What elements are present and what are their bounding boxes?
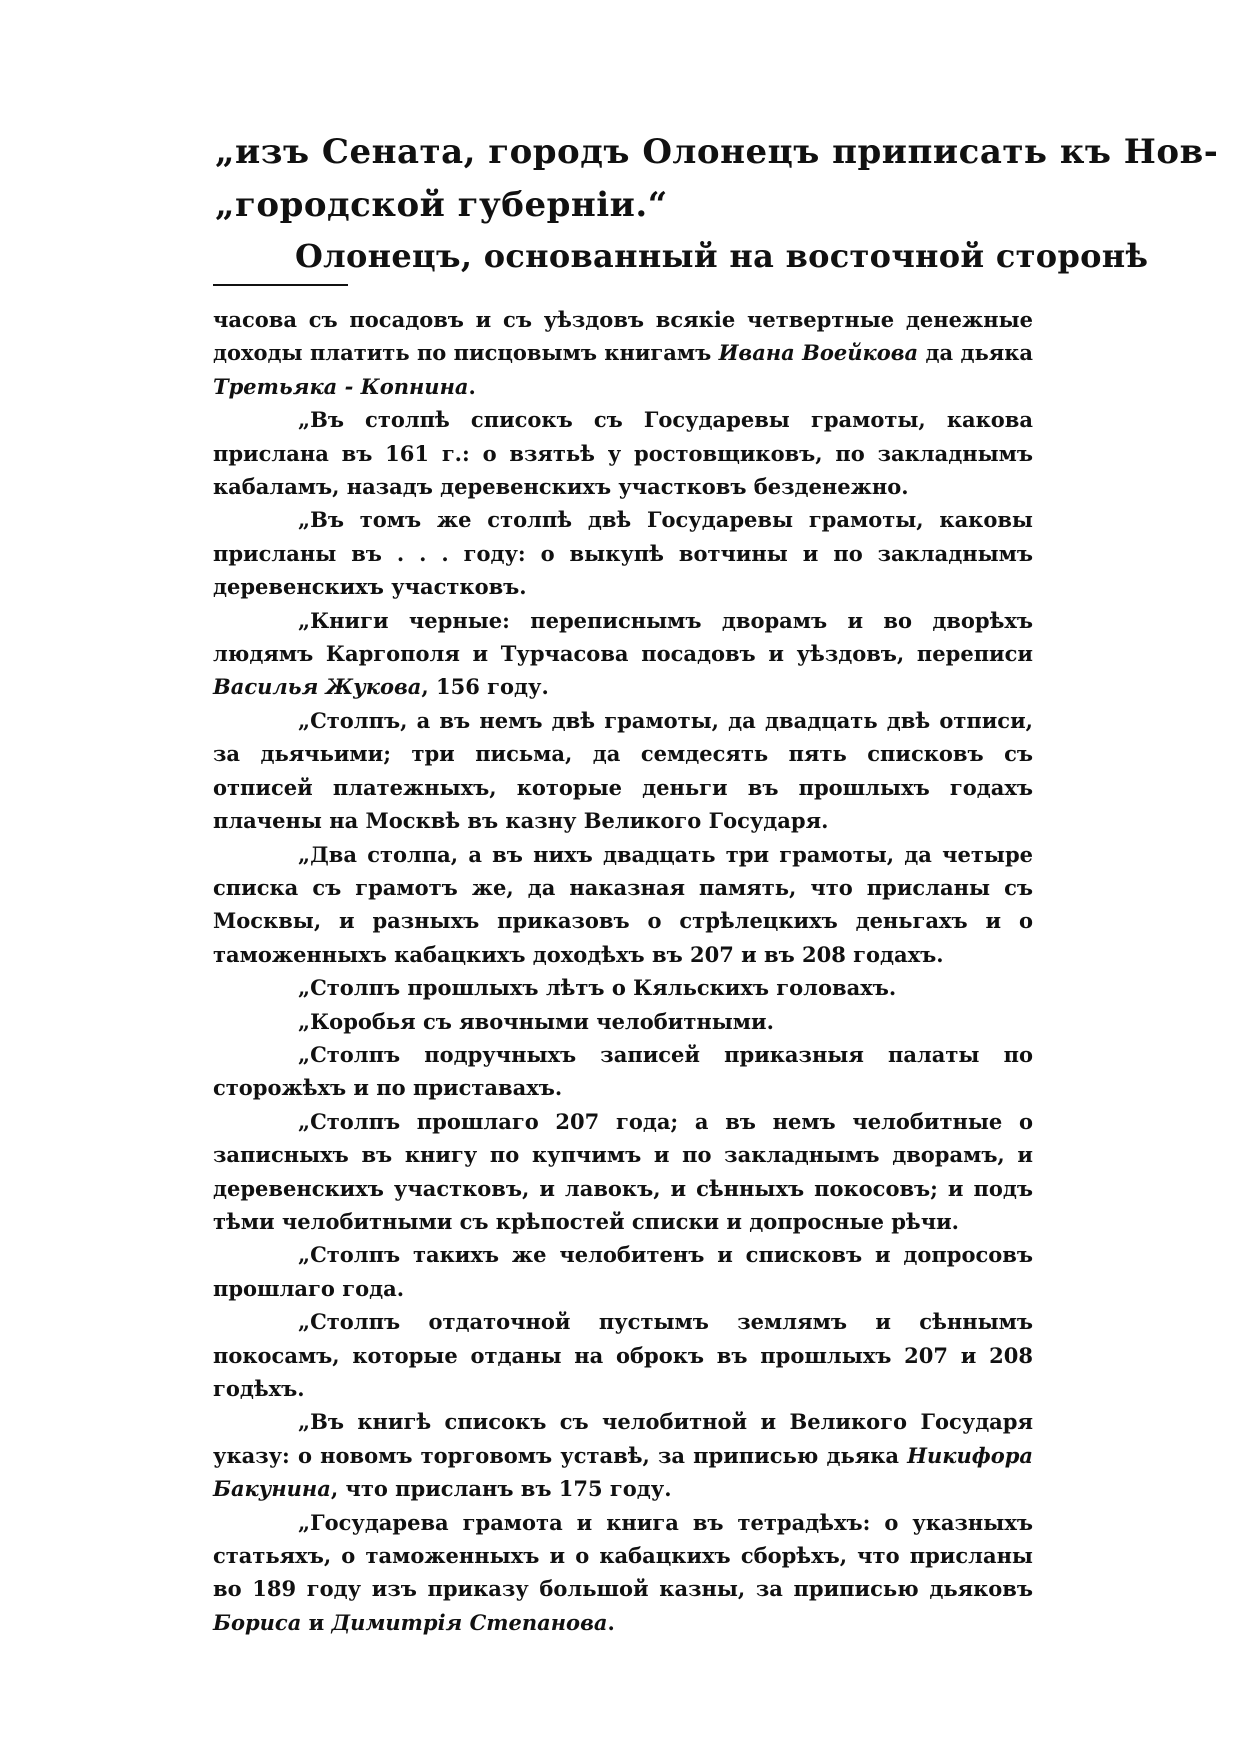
footnote-paragraph: „Въ томъ же столпѣ двѣ Государевы грамоты, каковы присланы въ . . . году: о выкупѣ вотчины и по закладнымъ деревенскихъ участковъ. xyxy=(213,507,1033,600)
main-text-line-1: „изъ Сената, городъ Олонецъ приписать къ Нов- xyxy=(215,132,1219,172)
footnote-paragraph: часова съ посадовъ и съ уѣздовъ всякіе четвертные денежные доходы платить по писцовымъ книгамъ Ивана Воейкова да дьяка Третьяка - Копнина. xyxy=(213,307,1033,399)
footnote-paragraph: „Столпъ прошлыхъ лѣтъ о Кяльскихъ головахъ. xyxy=(298,975,897,1001)
footnote-paragraph: „Коробья съ явочными челобитными. xyxy=(298,1008,774,1034)
footnote-paragraph: „Столпъ подручныхъ записей приказныя палаты по сторожѣхъ и по приставахъ. xyxy=(213,1041,1033,1101)
footnote-separator xyxy=(213,284,348,286)
footnote-paragraph: „Государева грамота и книга въ тетрадѣхъ: о указныхъ статьяхъ, о таможенныхъ и о кабацкихъ сборѣхъ, что присланы во 189 году изъ приказу большой казны, за приписью дьяковъ Бориса и Димитрія Степанова. xyxy=(213,1509,1033,1635)
footnote-paragraph: „Книги черные: переписнымъ дворамъ и во дворѣхъ людямъ Каргополя и Турчасова посадовъ и уѣздовъ, переписи Василья Жукова, 156 году. xyxy=(213,607,1033,700)
footnote-paragraph: „Въ книгѣ списокъ съ челобитной и Великого Государя указу: о новомъ торговомъ уставѣ, за приписью дьяка Никифора Бакунина, что присланъ въ 175 году. xyxy=(213,1409,1033,1502)
footnote-paragraph: „Столпъ, а въ немъ двѣ грамоты, да двадцать двѣ отписи, за дьячьими; три письма, да семдесять пять списковъ съ отписей платежныхъ, которые деньги въ прошлыхъ годахъ плачены на Москвѣ въ казну Великого Государя. xyxy=(213,707,1033,834)
main-paragraph-start: Олонецъ, основанный на восточной сторонѣ xyxy=(295,237,1149,275)
footnote-paragraph: „Столпъ отдаточной пустымъ землямъ и сѣннымъ покосамъ, которые отданы на оброкъ въ прошлыхъ 207 и 208 годѣхъ. xyxy=(213,1309,1033,1401)
footnote-paragraph: „Въ столпѣ списокъ съ Государевы грамоты, какова прислана въ 161 г.: о взятьѣ у ростовщиковъ, по закладнымъ кабаламъ, назадъ деревенскихъ участковъ безденежно. xyxy=(213,407,1033,500)
footnote-paragraph: „Два столпа, а въ нихъ двадцать три грамоты, да четыре списка съ грамотъ же, да наказная память, что присланы съ Москвы, и разныхъ приказовъ о стрѣлецкихъ деньгахъ и о таможенныхъ кабацкихъ доходѣхъ въ 207 и въ 208 годахъ. xyxy=(213,841,1033,967)
main-text-line-2: „городской губерніи.“ xyxy=(215,185,668,225)
footnote-paragraph: „Столпъ прошлаго 207 года; а въ немъ челобитные о записныхъ въ книгу по купчимъ и по закладнымъ дворамъ, и деревенскихъ участковъ, и лавокъ, и сѣнныхъ покосовъ; и подъ тѣми челобитными съ крѣпостей списки и допросные рѣчи. xyxy=(213,1108,1033,1234)
footnote-paragraph: „Столпъ такихъ же челобитенъ и списковъ и допросовъ прошлаго года. xyxy=(213,1242,1033,1301)
footnote-block xyxy=(213,303,1033,1639)
